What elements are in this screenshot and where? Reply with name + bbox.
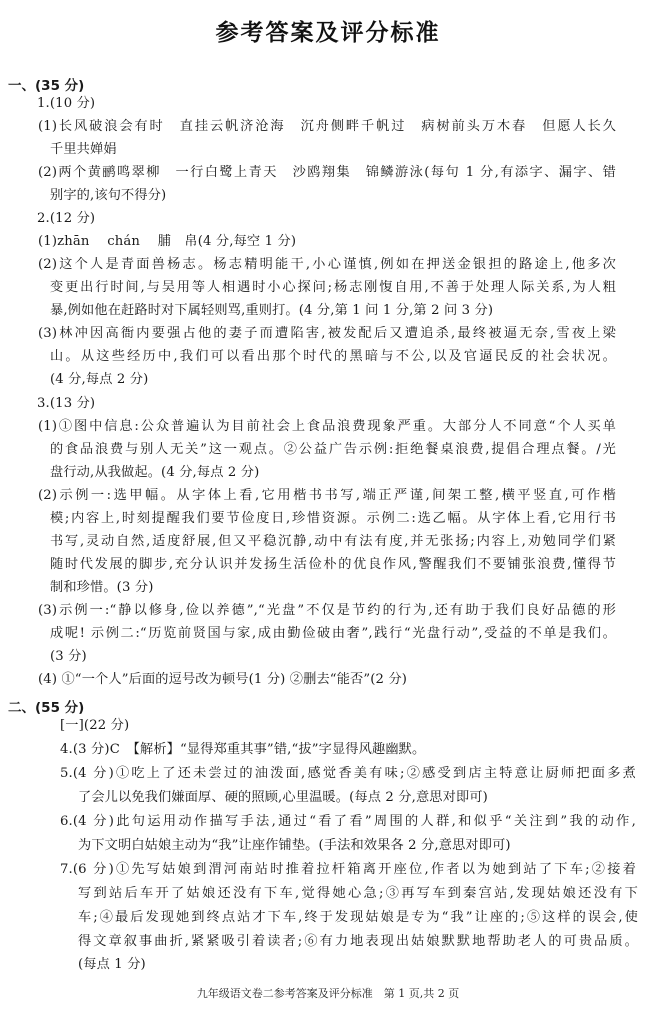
q1-answer-2-line-1: (2)两个黄鹂鸣翠柳 一行白鹭上青天 沙鸥翔集 锦鳞游泳(每句 1 分,有添字、漏字、错	[38, 165, 616, 180]
q4-answer: 4.(3 分)C 【解析】“显得郑重其事”错,“拔”字显得风趣幽默。	[60, 742, 426, 757]
q7-answer-line-5: (每点 1 分)	[78, 957, 146, 972]
q7-answer-line-3: 车;④最后发现她到终点站才下车,终于发现姑娘是专为“我”让座的;⑤这样的误会,使	[78, 910, 638, 925]
q3-answer-2-line-3: 书写,灵动自然,适度舒展,但又平稳沉静,动中有法有度,并无张扬;内容上,劝勉同学们紧	[50, 534, 616, 549]
q7-answer-line-4: 得文章叙事曲折,紧紧吸引着读者;⑥有力地表现出姑娘默默地帮助老人的可贵品质。	[78, 934, 638, 949]
q2-answer-2-line-3: 暴,例如他在赶路时对下属轻则骂,重则打。(4 分,第 1 问 1 分,第 2 问 3 分)	[50, 303, 494, 318]
q3-answer-2-line-4: 随时代发展的脚步,充分认识并发扬生活俭朴的优良作风,警醒我们不要铺张浪费,懂得节	[50, 557, 616, 572]
q3-answer-3-line-3: (3 分)	[50, 649, 87, 664]
q2-heading: 2.(12 分)	[37, 211, 96, 226]
q3-answer-4: (4) ①“一个人”后面的逗号改为顿号(1 分) ②删去“能否”(2 分)	[38, 672, 408, 687]
q3-answer-2-line-1: (2)示例一:选甲幅。从字体上看,它用楷书书写,端正严谨,间架工整,横平竖直,可作楷	[38, 488, 616, 503]
q1-heading: 1.(10 分)	[37, 96, 96, 111]
q3-answer-2-line-2: 模;内容上,时刻提醒我们要节俭度日,珍惜资源。示例二:选乙幅。从字体上看,它用行书	[50, 511, 616, 526]
section-one-heading: 一、(35 分)	[8, 78, 85, 94]
group-one-heading: [一](22 分)	[60, 718, 130, 733]
q2-answer-3-line-1: (3)林冲因高衙内要强占他的妻子而遭陷害,被发配后又遭追杀,最终被逼无奈,雪夜上梁	[38, 326, 616, 341]
q5-answer-line-2: 了会儿以免我们嫌面厚、硬的照顾,心里温暖。(每点 2 分,意思对即可)	[78, 790, 488, 805]
page-title: 参考答案及评分标准	[215, 20, 441, 46]
q6-answer-line-2: 为下文明白姑娘主动为“我”让座作铺垫。(手法和效果各 2 分,意思对即可)	[78, 838, 511, 853]
q3-answer-3-line-1: (3)示例一:“静以修身,俭以养德”,“光盘”不仅是节约的行为,还有助于我们良好品德的形	[38, 603, 616, 618]
q1-answer-1-line-1: (1)长风破浪会有时 直挂云帆济沧海 沉舟侧畔千帆过 病树前头万木春 但愿人长久	[38, 119, 616, 134]
q3-answer-3-line-2: 成呢! 示例二:“历览前贤国与家,成由勤俭破由奢”,践行“光盘行动”,受益的不单是我们。	[50, 626, 616, 641]
q7-answer-line-2: 写到站后车开了姑娘还没有下车,觉得她心急;③再写车到秦宫站,发现姑娘还没有下	[78, 886, 638, 901]
q2-answer-2-line-1: (2)这个人是青面兽杨志。杨志精明能干,小心谨慎,例如在押送金银担的路途上,他多次	[38, 257, 616, 272]
q3-answer-2-line-5: 制和珍惜。(3 分)	[50, 580, 154, 595]
q5-answer-line-1: 5.(4 分)①吃上了还未尝过的油泼面,感觉香美有味;②感受到店主特意让厨师把面多煮	[60, 766, 636, 781]
q3-answer-1-line-3: 盘行动,从我做起。(4 分,每点 2 分)	[50, 465, 260, 480]
q2-answer-2-line-2: 变更出行时间,与吴用等人相遇时小心探问;杨志刚愎自用,不善于处理人际关系,为人粗	[50, 280, 616, 295]
q1-answer-1-line-2: 千里共婵娟	[50, 142, 117, 157]
q3-answer-1-line-2: 的食品浪费与别人无关”这一观点。②公益广告示例:拒绝餐桌浪费,提倡合理点餐。/光	[50, 442, 616, 457]
q2-answer-1: (1)zhān chán 脯 帛(4 分,每空 1 分)	[38, 234, 297, 249]
q2-answer-3-line-3: (4 分,每点 2 分)	[50, 372, 149, 387]
page-footer: 九年级语文卷二参考答案及评分标准 第 1 页,共 2 页	[196, 987, 460, 1000]
q3-answer-1-line-1: (1)①图中信息:公众普遍认为目前社会上食品浪费现象严重。大部分人不同意“个人买单	[38, 419, 616, 434]
q3-heading: 3.(13 分)	[37, 396, 96, 411]
q1-answer-2-line-2: 别字的,该句不得分)	[50, 188, 167, 203]
section-two-heading: 二、(55 分)	[8, 700, 85, 716]
q2-answer-3-line-2: 山。从这些经历中,我们可以看出那个时代的黑暗与不公,以及官逼民反的社会状况。	[50, 349, 616, 364]
q7-answer-line-1: 7.(6 分)①先写姑娘到渭河南站时推着拉杆箱离开座位,作者以为她到站了下车;②接着	[60, 862, 636, 877]
q6-answer-line-1: 6.(4 分)此句运用动作描写手法,通过“看了看”周围的人群,和似乎“关注到”我的动作,	[60, 814, 636, 829]
